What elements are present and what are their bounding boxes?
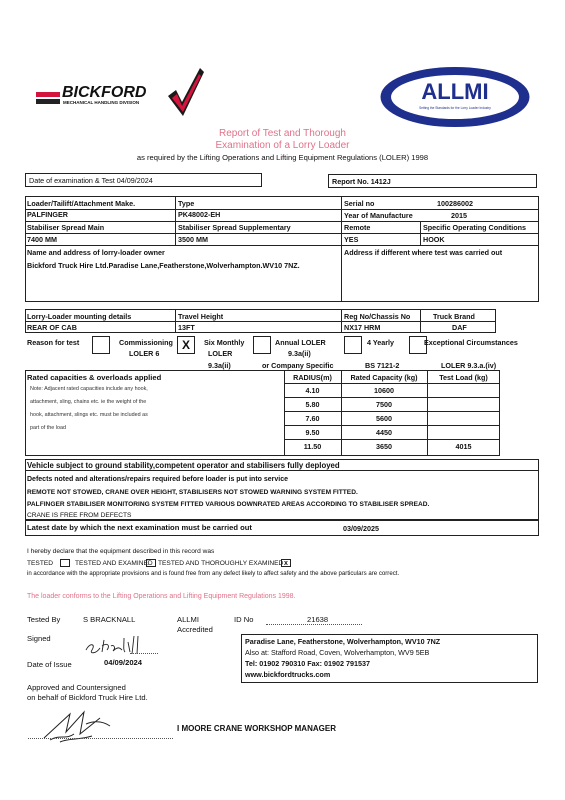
report-subtitle: as required by the Lifting Operations and Lifting Equipment Regulations (LOLER) 1998 xyxy=(136,153,429,162)
reason-label: Reason for test xyxy=(27,338,80,347)
type-value: PK48002-EH xyxy=(178,210,221,219)
capacities-note: hook, attachment, slings etc. must be included as xyxy=(30,412,148,418)
radius-cell: 11.50 xyxy=(303,442,322,451)
col-radius: RADIUS(m) xyxy=(293,373,332,382)
tested-by-label: Tested By xyxy=(27,615,61,624)
checkbox-tested[interactable] xyxy=(60,559,70,567)
approved-text: Approved and Countersigned xyxy=(27,683,126,692)
approved-text xyxy=(27,693,158,702)
col-test: Test Load (kg) xyxy=(439,373,488,382)
remote-value: YES xyxy=(344,235,359,244)
reg-label: Reg No/Chassis No xyxy=(344,312,411,321)
reason-six-monthly: Six Monthly xyxy=(204,338,245,347)
report-no: Report No. 1412J xyxy=(332,177,391,186)
rated-cell: 10600 xyxy=(374,386,394,395)
col-rated: Rated Capacity (kg) xyxy=(350,373,418,382)
rated-cell: 3650 xyxy=(376,442,392,451)
stab-main-value: 7400 MM xyxy=(27,235,57,244)
reason-annual-ref: 9.3a(ii) xyxy=(288,349,311,358)
capacities-note: attachment, sling, chains etc. ie the weight of the xyxy=(30,399,147,405)
owner-label: Name and address of lorry-loader owner xyxy=(27,248,165,257)
reason-annual: Annual LOLER xyxy=(275,338,326,347)
reg-value: NX17 HRM xyxy=(344,323,381,332)
address-line: Also at: Stafford Road, Coven, Wolverhampton, WV9 5EB xyxy=(245,648,430,657)
exam-date: Date of examination & Test 04/09/2024 xyxy=(29,176,153,185)
next-exam-label: Latest date by which the next examination must be carried out xyxy=(27,523,252,532)
reason-exceptional-ref: LOLER 9.3.a.(iv) xyxy=(441,361,497,370)
truck-brand-value: DAF xyxy=(452,323,467,332)
truck-brand-label: Truck Brand xyxy=(433,312,475,321)
capacities-title: Rated capacities & overloads applied xyxy=(27,373,162,382)
serial-label: Serial no xyxy=(344,199,375,208)
reason-six-monthly-ref1: LOLER xyxy=(208,349,233,358)
site-label: Address if different where test was carried out xyxy=(344,248,503,257)
make-value: PALFINGER xyxy=(27,210,68,219)
travel-label: Travel Height xyxy=(178,312,224,321)
test-cell: 4015 xyxy=(455,442,472,451)
reason-exceptional: Exceptional Circumstances xyxy=(424,338,518,347)
capacities-note: Note: Adjacent rated capacities include any hook, xyxy=(30,386,148,392)
radius-cell: 4.10 xyxy=(305,386,320,395)
rated-cell: 7500 xyxy=(376,400,392,409)
reason-commissioning: Commissioning xyxy=(119,338,173,347)
rated-cell: 5600 xyxy=(376,414,392,423)
checkbox-blank[interactable] xyxy=(92,336,110,354)
report-title-line2: Examination of a Lorry Loader xyxy=(215,140,350,151)
stability-note: Vehicle subject to ground stability,competent operator and stabilisers fully deployed xyxy=(27,461,340,470)
reason-four-yearly: 4 Yearly xyxy=(367,338,395,347)
issue-date: 04/09/2024 xyxy=(104,658,143,667)
reason-commissioning-ref: LOLER 6 xyxy=(129,349,160,358)
remote-label: Remote xyxy=(344,223,371,232)
signed-label: Signed xyxy=(27,634,51,643)
bickford-tagline: MECHANICAL HANDLING DIVISION xyxy=(63,100,140,105)
checkbox-four-yearly[interactable] xyxy=(344,336,362,354)
tested-by-value: S BRACKNALL xyxy=(83,615,136,624)
mount-value: REAR OF CAB xyxy=(27,323,77,332)
conformity-statement: The loader conforms to the Lifting Operations and Lifting Equipment Regulations 1998. xyxy=(27,593,296,600)
allmi-name: ALLMI xyxy=(421,79,489,104)
allmi-tagline: Setting the Standards for the Lorry Loader Industry xyxy=(419,106,491,110)
soc-label: Specific Operating Conditions xyxy=(423,223,527,232)
owner-value: Bickford Truck Hire Ltd.Paradise Lane,Featherstone,Wolverhampton.WV10 7NZ. xyxy=(27,261,300,270)
manager-signature xyxy=(40,704,120,746)
stab-supp-label: Stabiliser Spread Supplementary xyxy=(178,223,291,232)
reason-bs: BS 7121-2 xyxy=(365,361,400,370)
tester-signature xyxy=(80,632,160,658)
reason-company-specific: or Company Specific xyxy=(262,361,334,370)
report-title-line1: Report of Test and Thorough xyxy=(219,128,346,139)
make-label: Loader/Tailift/Attachment Make. xyxy=(27,199,136,208)
address-line: www.bickfordtrucks.com xyxy=(245,670,331,679)
radius-cell: 9.50 xyxy=(305,428,320,437)
checkbox-tested-examined[interactable] xyxy=(146,559,156,567)
defects-line: CRANE IS FREE FROM DEFECTS xyxy=(27,512,132,519)
bickford-name: BICKFORD xyxy=(62,84,147,101)
soc-value: HOOK xyxy=(423,235,445,244)
declaration-text: in accordance with the appropriate provisions and is found free from any defect likely to affect safety and the above particulars are correct. xyxy=(27,570,400,577)
declare-tested-examined: TESTED AND EXAMINED xyxy=(75,560,153,567)
defects-line: REMOTE NOT STOWED, CRANE OVER HEIGHT, STABILISERS NOT STOWED WARNING SYSTEM FITTED. xyxy=(27,489,358,496)
next-exam-date: 03/09/2025 xyxy=(343,524,379,533)
address-line: Tel: 01902 790310 Fax: 01902 791537 xyxy=(245,659,370,668)
mount-label: Lorry-Loader mounting details xyxy=(27,312,132,321)
defects-title: Defects noted and alterations/repairs required before loader is put into service xyxy=(27,476,289,483)
travel-value: 13FT xyxy=(178,323,195,332)
rated-cell: 4450 xyxy=(376,428,392,437)
capacities-note: part of the load xyxy=(30,425,66,431)
manager-name: I MOORE CRANE WORKSHOP MANAGER xyxy=(177,724,336,733)
checkbox-thorough[interactable]: x xyxy=(281,559,291,567)
reason-six-monthly-ref2: 9.3a(ii) xyxy=(208,361,231,370)
defects-line: PALFINGER STABILISER MONITORING SYSTEM FITTED VARIOUS DOWNRATED AREAS ACCORDING TO STABILISER SPREAD. xyxy=(27,501,430,508)
stab-supp-value: 3500 MM xyxy=(178,235,208,244)
year-label: Year of Manufacture xyxy=(344,211,413,220)
radius-cell: 7.60 xyxy=(305,414,320,423)
checkbox-annual[interactable] xyxy=(253,336,271,354)
approved-text: on behalf of Bickford Truck Hire Ltd. xyxy=(27,693,148,702)
year-value: 2015 xyxy=(451,211,467,220)
id-value: 21638 xyxy=(307,615,329,624)
check-mark-icon xyxy=(166,66,206,118)
id-label: ID No xyxy=(234,615,254,624)
declare-tested: TESTED xyxy=(27,560,54,567)
issue-label: Date of Issue xyxy=(27,660,72,669)
checkbox-six-monthly[interactable]: X xyxy=(177,336,195,354)
serial-value: 100286002 xyxy=(437,199,473,208)
stab-main-label: Stabiliser Spread Main xyxy=(27,223,105,232)
radius-cell: 5.80 xyxy=(305,400,320,409)
allmi-accredited: Accredited xyxy=(177,625,213,634)
allmi-accredited: ALLMI xyxy=(177,615,199,624)
declare-thorough: TESTED AND THOROUGHLY EXAMINED xyxy=(158,560,284,567)
declaration-text: I hereby declare that the equipment described in this record was xyxy=(27,548,215,555)
type-label: Type xyxy=(178,199,195,208)
address-line: Paradise Lane, Featherstone, Wolverhampton, WV10 7NZ xyxy=(245,637,441,646)
